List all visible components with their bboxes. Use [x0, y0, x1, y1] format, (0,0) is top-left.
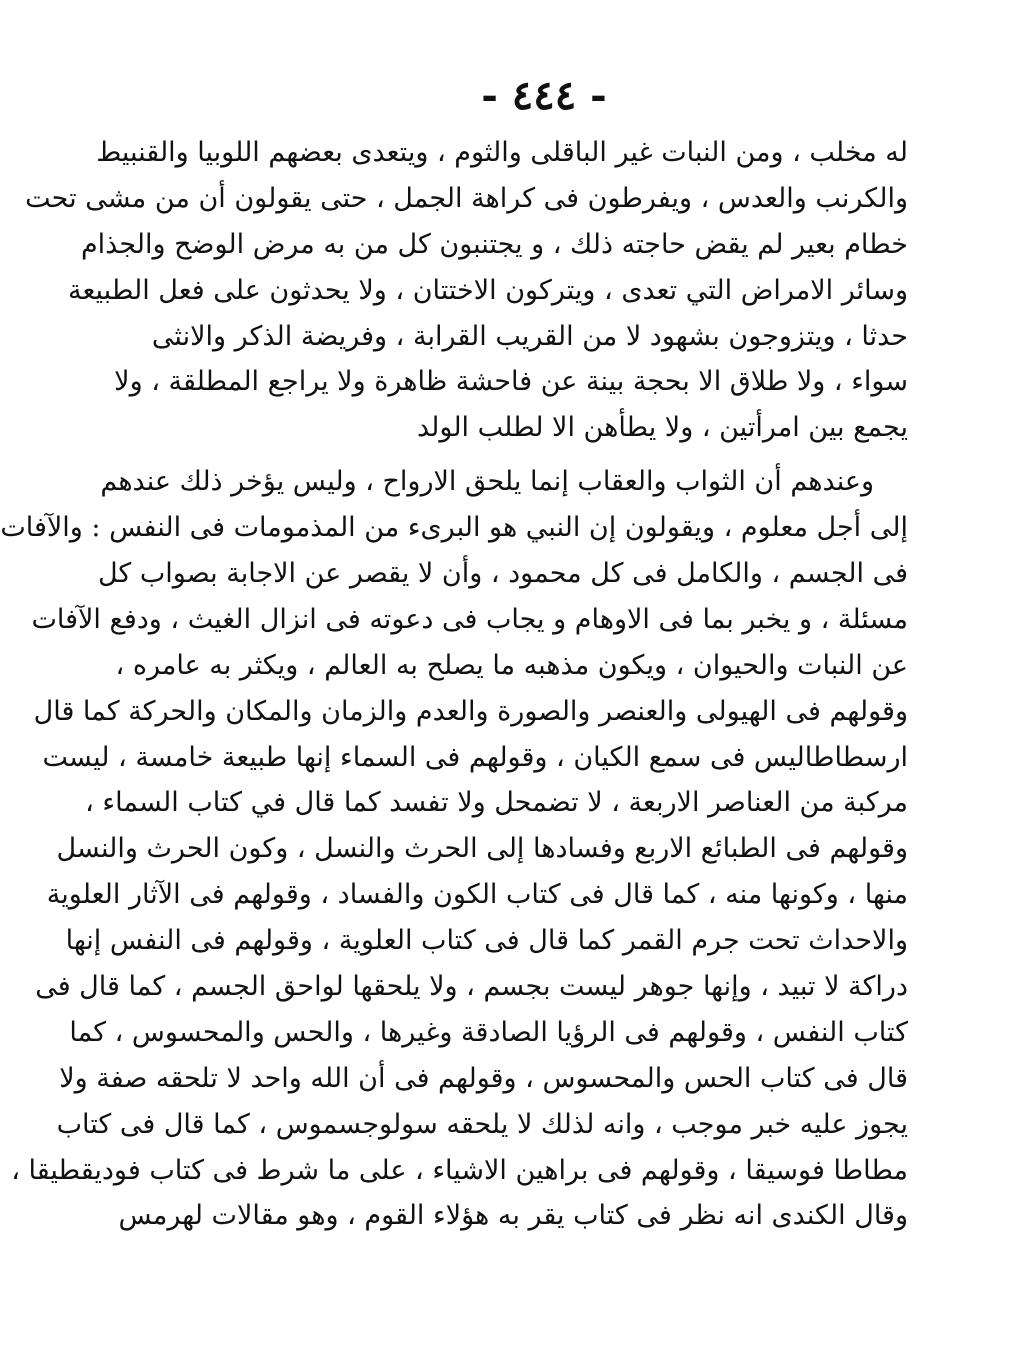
text-line: إلى أجل معلوم ، ويقولون إن النبي هو البرىء من المذمومات فى النفس : والآفات: [0, 512, 908, 544]
text-line: سواء ، ولا طلاق الا بحجة بينة عن فاحشة ظاهرة ولا يراجع المطلقة ، ولا: [114, 366, 908, 398]
text-line: والاحداث تحت جرم القمر كما قال فى كتاب العلوية ، وقولهم فى النفس إنها: [65, 925, 908, 957]
paragraph-1: [25, 130, 908, 451]
text-line: دراكة لا تبيد ، وإنها جوهر ليست بجسم ، ولا يلحقها لواحق الجسم ، كما قال فى: [35, 971, 908, 1003]
text-line: ارسطاطاليس فى سمع الكيان ، وقولهم فى السماء إنها طبيعة خامسة ، ليست: [42, 741, 908, 773]
text-line: له مخلب ، ومن النبات غير الباقلى والثوم ، ويتعدى بعضهم اللوبيا والقنبيط: [96, 137, 908, 168]
text-line: قال فى كتاب الحس والمحسوس ، وقولهم فى أن الله واحد لا تلحقه صفة ولا: [59, 1062, 908, 1094]
text-line: وسائر الامراض التي تعدى ، ويتركون الاختتان ، ولا يحدثون على فعل الطبيعة: [68, 274, 908, 306]
page-number: - ٤٤٤ -: [481, 72, 607, 119]
text-line: مركبة من العناصر الاربعة ، لا تضمحل ولا تفسد كما قال في كتاب السماء ،: [85, 787, 908, 819]
text-line: يجمع بين امرأتين ، ولا يطأهن الا لطلب الولد: [416, 412, 908, 444]
text-line: عن النبات والحيوان ، ويكون مذهبه ما يصلح به العالم ، ويكثر به عامره ،: [115, 649, 908, 681]
text-line: وقولهم فى الطبائع الاربع وفسادها إلى الحرث والنسل ، وكون الحرث والنسل: [56, 833, 908, 865]
text-line: يجوز عليه خبر موجب ، وانه لذلك لا يلحقه سولوجسموس ، كما قال فى كتاب: [56, 1108, 908, 1140]
text-line: وعندهم أن الثواب والعقاب إنما يلحق الارواح ، وليس يؤخر ذلك عندهم: [100, 466, 874, 498]
text-line: مطاطا فوسيقا ، وقولهم فى براهين الاشياء ، على ما شرط فى كتاب فوديقطيقا ،: [11, 1154, 908, 1186]
text-line: وقال الكندى انه نظر فى كتاب يقر به هؤلاء القوم ، وهو مقالات لهرمس: [118, 1200, 908, 1232]
text-line: والكرنب والعدس ، ويفرطون فى كراهة الجمل ، حتى يقولون أن من مشى تحت: [25, 182, 908, 214]
text-line: وقولهم فى الهيولى والعنصر والصورة والعدم والزمان والمكان والحركة كما قال: [33, 695, 908, 727]
text-line: منها ، وكونها منه ، كما قال فى كتاب الكون والفساد ، وقولهم فى الآثار العلوية: [46, 879, 908, 911]
body-text: [0, 130, 908, 1239]
paragraph-2: [0, 459, 908, 1239]
paragraph-gap: [200, 451, 908, 459]
text-line: خطام بعير لم يقض حاجته ذلك ، و يجتنبون كل من به مرض الوضح والجذام: [80, 228, 908, 260]
text-line: حدثا ، ويتزوجون بشهود لا من القريب القرابة ، وفريضة الذكر والانثى: [151, 320, 908, 352]
text-line: مسئلة ، و يخبر بما فى الاوهام و يجاب فى دعوته فى انزال الغيث ، ودفع الآفات: [31, 603, 908, 635]
text-line: كتاب النفس ، وقولهم فى الرؤيا الصادقة وغيرها ، والحس والمحسوس ، كما: [69, 1016, 908, 1048]
text-line: فى الجسم ، والكامل فى كل محمود ، وأن لا يقصر عن الاجابة بصواب كل: [97, 558, 908, 590]
